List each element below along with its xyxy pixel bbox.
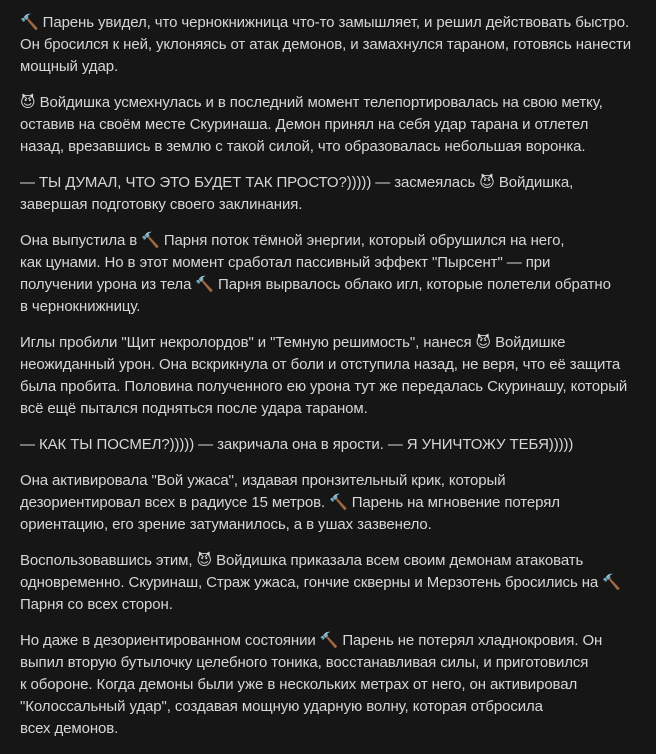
paragraph-4: Она выпустила в 🔨 Парня поток тёмной энергии, который обрушился на него, как цунами. Но в этот момент сработал пассивный эффект "Пырсент" — при получении урона из тела 🔨 Парня вырвалось облако игл, которые полетели обратно в чернокнижницу.	[20, 232, 611, 315]
paragraph-5: Иглы пробили "Щит некролордов" и "Темную решимость", нанеся 😈 Войдишке неожиданный урон. Она вскрикнула от боли и отступила назад, не веря, что её защита была пробита. Половина полученного ею урона тут же передалась Скуринашу, который всё ещё пытался подняться после удара тараном.	[20, 334, 628, 417]
paragraph-9: Но даже в дезориентированном состоянии 🔨 Парень не потерял хладнокровия. Он выпил вторую бутылочку целебного тоника, восстанавливая силы, и приготовился к обороне. Когда демоны были уже в нескольких метрах от него, он активировал "Колоссальный удар", создавая мощную ударную волну, которая отбросила всех демонов.	[20, 632, 603, 737]
paragraph-1: 🔨 Парень увидел, что чернокнижница что-то замышляет, и решил действовать быстро. Он бросился к ней, уклоняясь от атак демонов, и замахнулся тараном, готовясь нанести мощный удар.	[20, 14, 632, 75]
chat-message-body	[20, 12, 646, 754]
paragraph-2: 😈 Войдишка усмехнулась и в последний момент телепортировалась на свою метку, оставив на своём месте Скуринаша. Демон принял на себя удар тарана и отлетел назад, врезавшись в землю с такой силой, что образовалась небольшая воронка.	[20, 94, 603, 155]
paragraph-3: — ТЫ ДУМАЛ, ЧТО ЭТО БУДЕТ ТАК ПРОСТО?))))) — засмеялась 😈 Войдишка, завершая подготовку своего заклинания.	[20, 174, 574, 213]
paragraph-6: — КАК ТЫ ПОСМЕЛ?))))) — закричала она в ярости. — Я УНИЧТОЖУ ТЕБЯ)))))	[20, 436, 574, 453]
paragraph-8: Воспользовавшись этим, 😈 Войдишка приказала всем своим демонам атаковать одновременно. Скуринаш, Страж ужаса, гончие скверны и Мерзотень бросились на 🔨 Парня со всех сторон.	[20, 552, 621, 613]
paragraph-7: Она активировала "Вой ужаса", издавая пронзительный крик, который дезориентировал всех в радиусе 15 метров. 🔨 Парень на мгновение потерял ориентацию, его зрение затуманилось, а в ушах зазвенело.	[20, 472, 560, 533]
